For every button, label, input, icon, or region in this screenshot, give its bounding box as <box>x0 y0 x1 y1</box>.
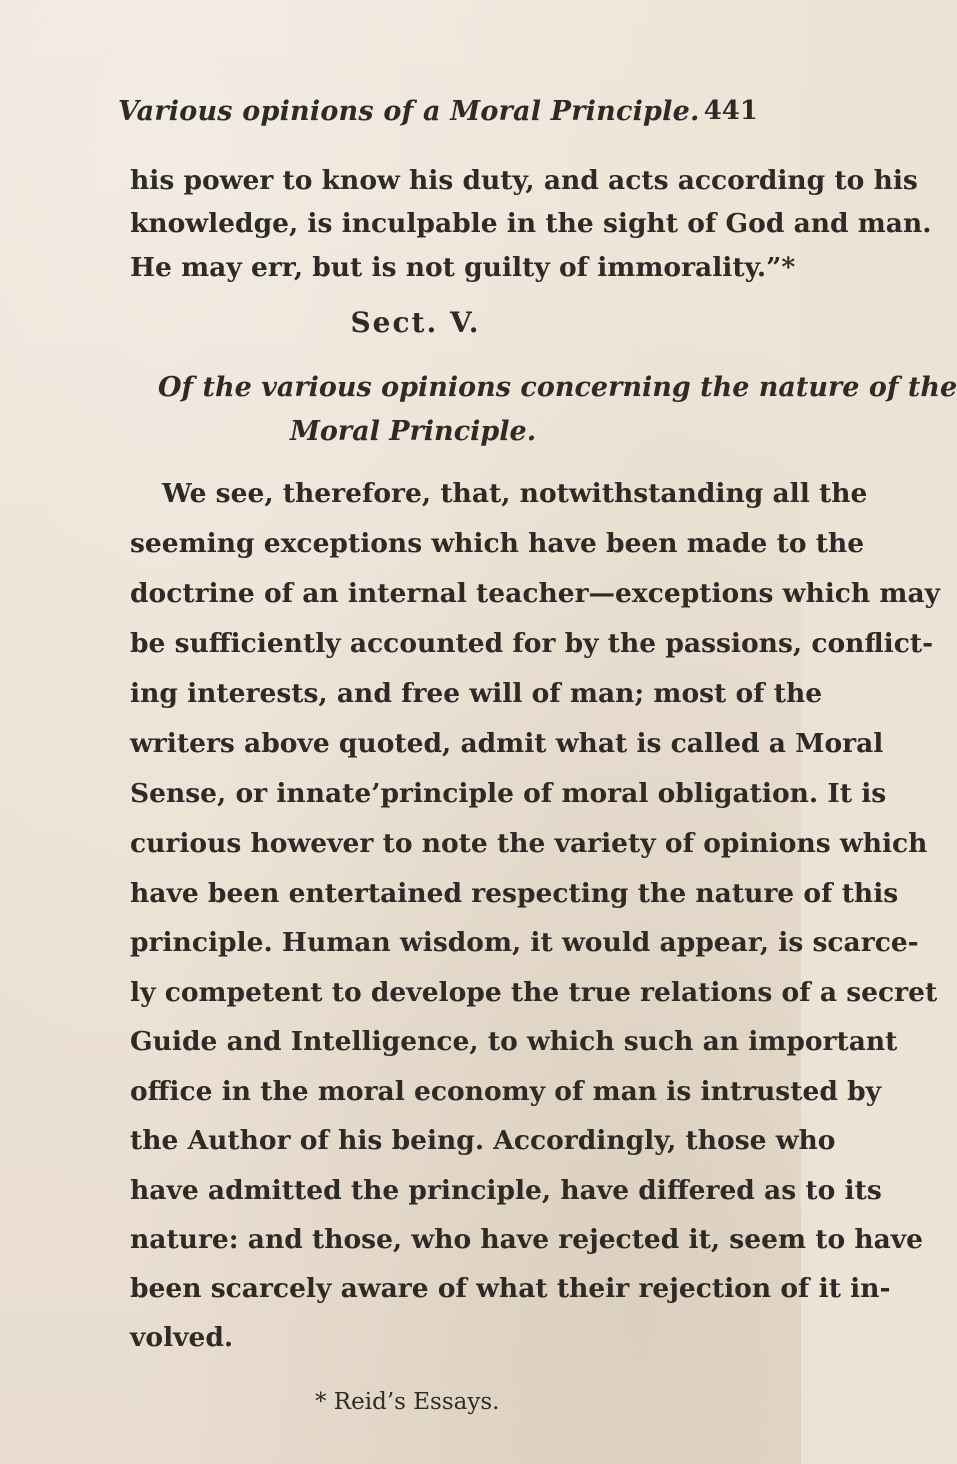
text-line: the Author of his being. Accordingly, those who <box>130 1125 836 1156</box>
running-head: Various opinions of a Moral Principle. <box>118 96 700 127</box>
text-line: knowledge, is inculpable in the sight of God and man. <box>130 208 932 239</box>
footnote: * Reid’s Essays. <box>315 1389 500 1415</box>
text-line: ly competent to develope the true relations of a secret <box>130 977 938 1008</box>
text-line: ing interests, and free will of man; most of the <box>130 678 823 709</box>
text-line: been scarcely aware of what their rejection of it in- <box>130 1273 891 1304</box>
text-line: have admitted the principle, have differed as to its <box>130 1175 882 1206</box>
text-line: Sense, or innate’principle of moral obligation. It is <box>130 778 887 809</box>
text-line: curious however to note the variety of opinions which <box>130 828 928 859</box>
text-line: his power to know his duty, and acts according to his <box>130 165 918 196</box>
text-line: principle. Human wisdom, it would appear, is scarce- <box>130 927 919 958</box>
text-line: nature: and those, who have rejected it, seem to have <box>130 1224 924 1255</box>
text-line: office in the moral economy of man is intrusted by <box>130 1076 882 1107</box>
text-line: have been entertained respecting the nature of this <box>130 878 899 909</box>
text-line: doctrine of an internal teacher—exceptions which may <box>130 578 941 609</box>
page-number: 441 <box>703 96 758 126</box>
text-line: volved. <box>130 1322 234 1353</box>
text-line: be sufficiently accounted for by the passions, conflict- <box>130 628 934 659</box>
text-line: seeming exceptions which have been made to the <box>130 528 865 559</box>
section-title-line: Moral Principle. <box>290 416 537 447</box>
text-line: We see, therefore, that, notwithstanding all the <box>162 478 868 509</box>
page-header <box>118 96 758 140</box>
text-line: Guide and Intelligence, to which such an important <box>130 1026 898 1057</box>
text-line: writers above quoted, admit what is called a Moral <box>130 728 884 759</box>
section-heading: Sect. V. <box>350 306 481 339</box>
text-line: He may err, but is not guilty of immorality.”* <box>130 252 796 283</box>
section-title-line: Of the various opinions concerning the nature of the <box>158 372 957 403</box>
